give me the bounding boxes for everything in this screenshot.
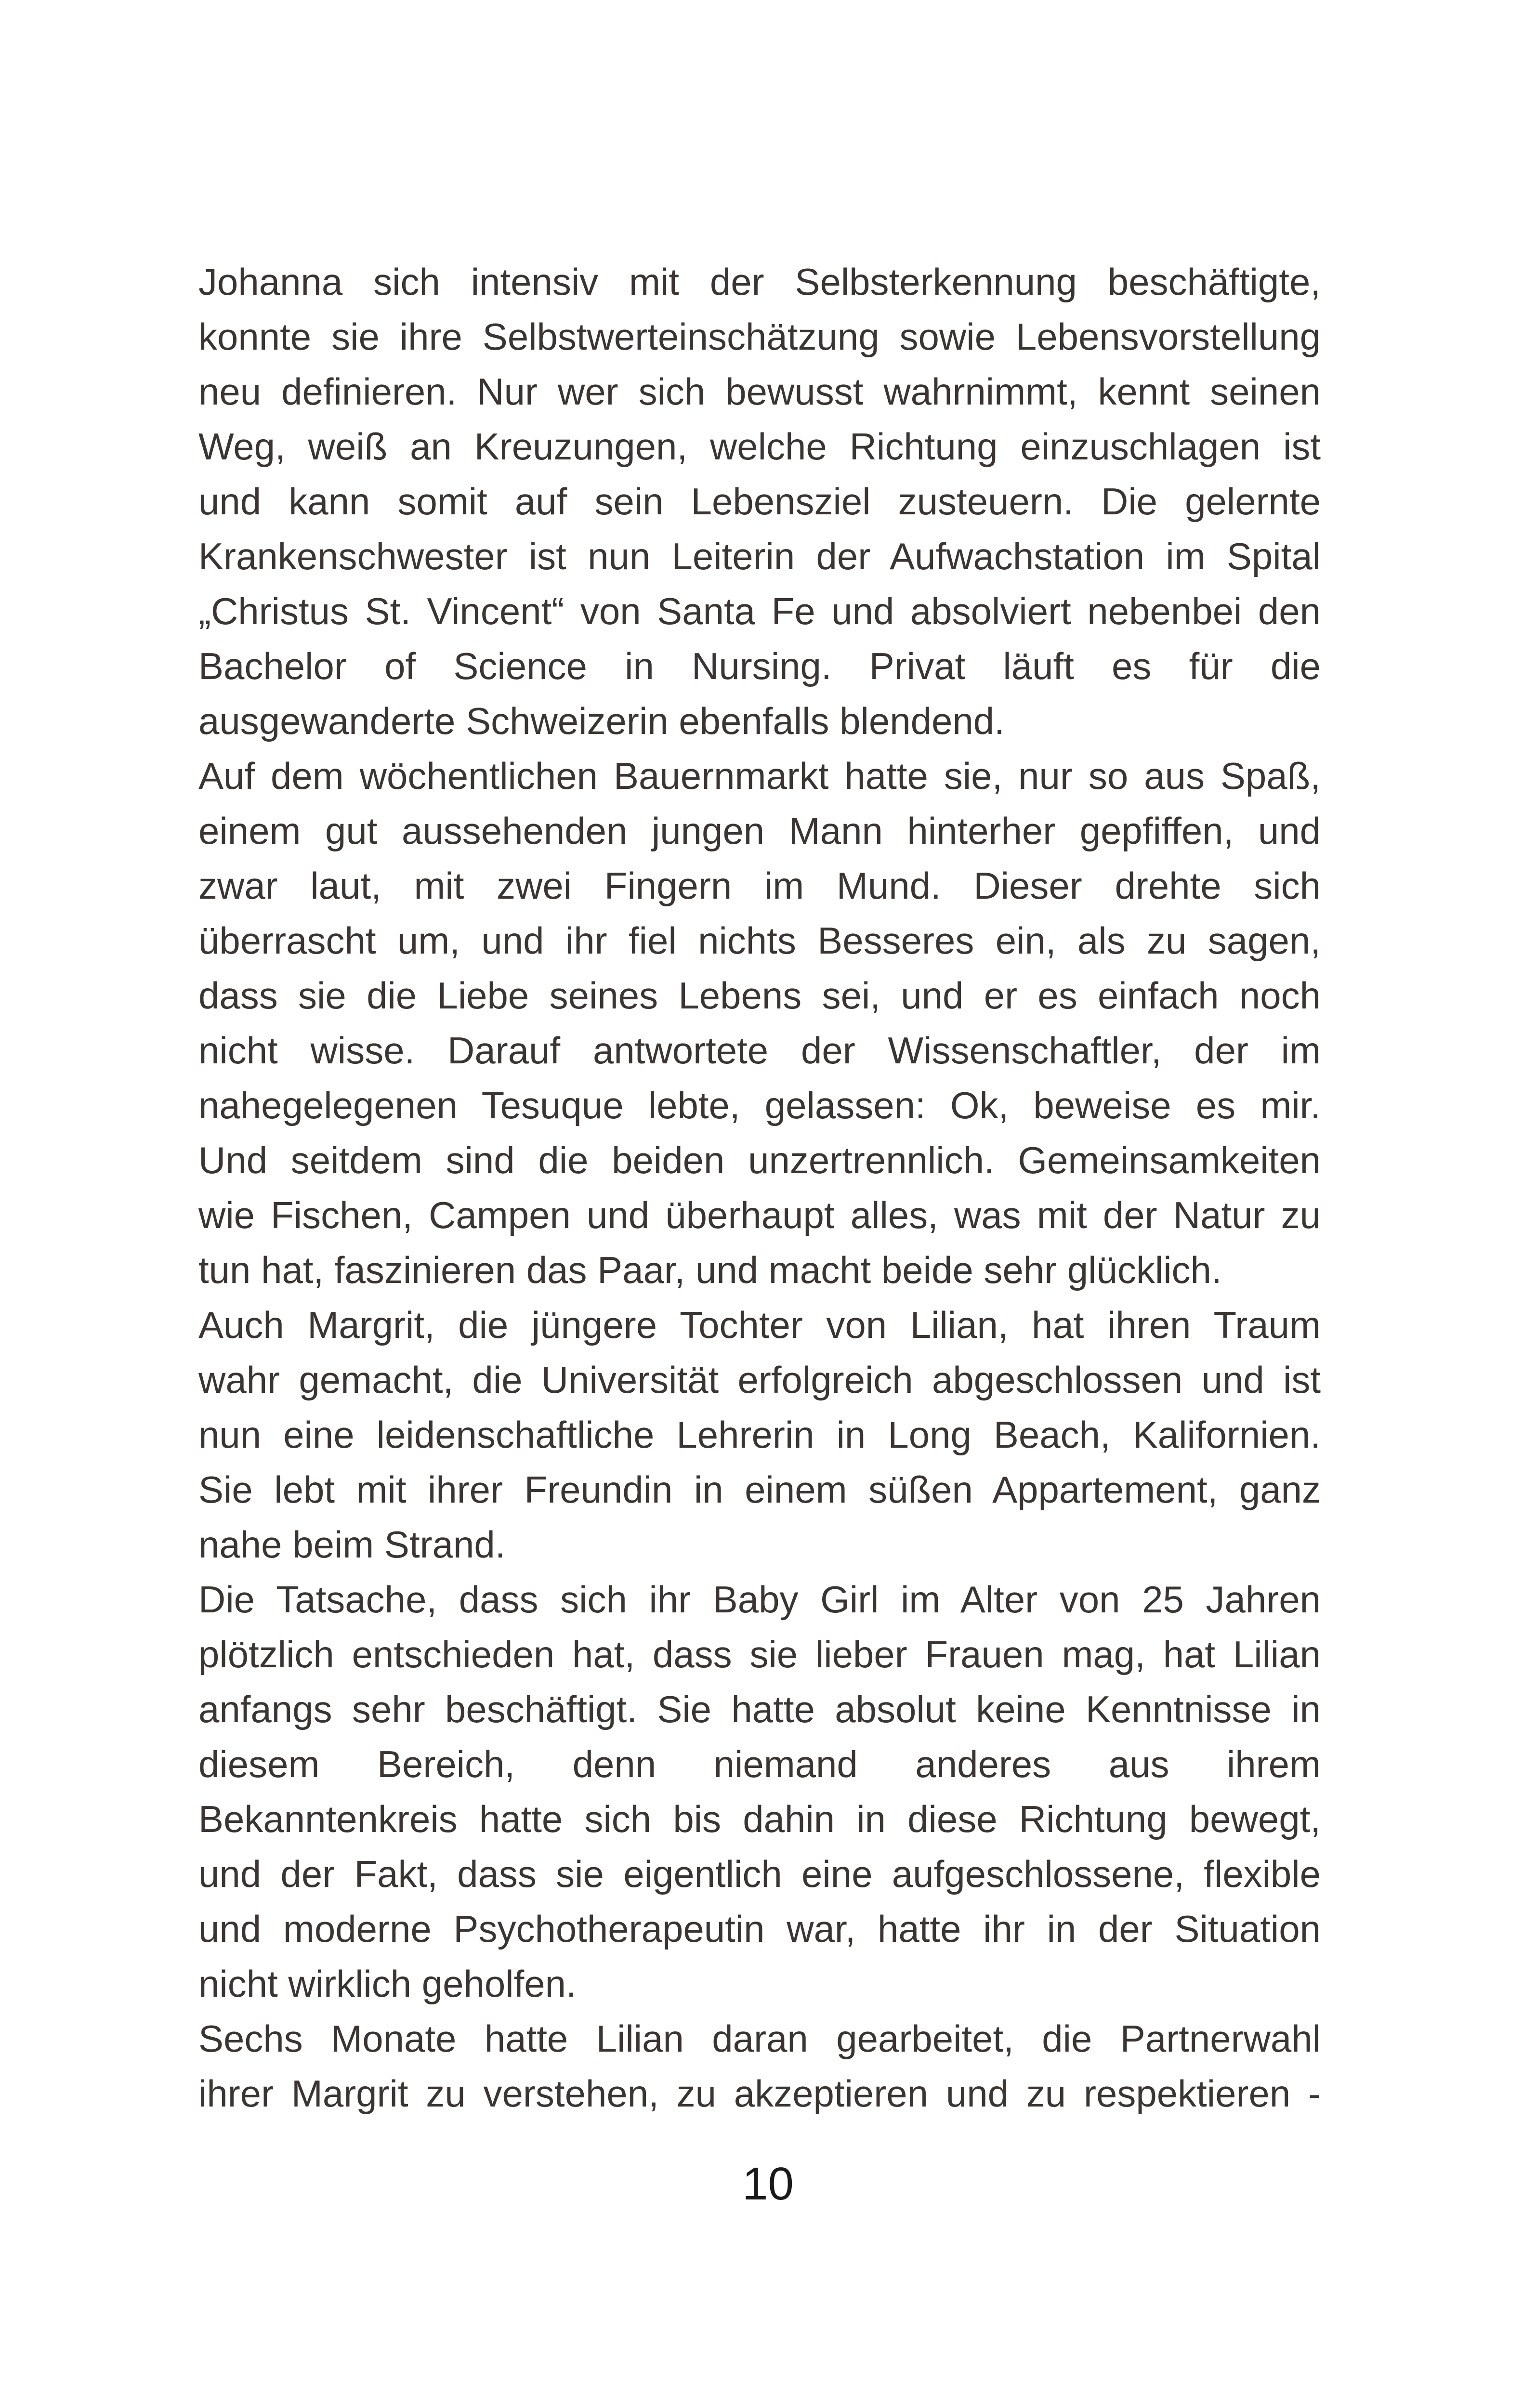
text-line: plötzlich entschieden hat, dass sie lieber Frauen mag, hat Lilian	[198, 1633, 1321, 1675]
text-line: Krankenschwester ist nun Leiterin der Aufwachstation im Spital	[198, 535, 1321, 577]
text-line: Die Tatsache, dass sich ihr Baby Girl im Alter von 25 Jahren	[198, 1578, 1321, 1621]
text-line: Weg, weiß an Kreuzungen, welche Richtung einzuschlagen ist	[198, 425, 1321, 468]
text-line: ihrer Margrit zu verstehen, zu akzeptieren und zu respektieren -	[198, 2072, 1321, 2115]
text-line: neu definieren. Nur wer sich bewusst wahrnimmt, kennt seinen	[198, 370, 1321, 413]
paragraph-1	[198, 254, 1321, 748]
paragraph-2	[198, 748, 1321, 1297]
paragraph-3	[198, 1297, 1321, 1572]
text-line: und kann somit auf sein Lebensziel zusteuern. Die gelernte	[198, 480, 1321, 523]
text-line: zwar laut, mit zwei Fingern im Mund. Dieser drehte sich	[198, 864, 1321, 907]
paragraph-4	[198, 1572, 1321, 2011]
text-line: nahegelegenen Tesuque lebte, gelassen: Ok, beweise es mir.	[198, 1084, 1321, 1126]
text-line: Sie lebt mit ihrer Freundin in einem süßen Appartement, ganz	[198, 1468, 1321, 1511]
paragraph-5	[198, 2011, 1321, 2121]
text-line: Bekanntenkreis hatte sich bis dahin in diese Richtung bewegt,	[198, 1798, 1321, 1840]
text-line: ausgewanderte Schweizerin ebenfalls blendend.	[198, 700, 1005, 742]
text-line: nicht wirklich geholfen.	[198, 1963, 577, 2005]
text-line: und der Fakt, dass sie eigentlich eine aufgeschlossene, flexible	[198, 1853, 1321, 1895]
page-number: 10	[742, 2158, 794, 2210]
text-line: tun hat, faszinieren das Paar, und macht beide sehr glücklich.	[198, 1249, 1222, 1291]
text-line: Und seitdem sind die beiden unzertrennlich. Gemeinsamkeiten	[198, 1139, 1321, 1181]
text-line: „Christus St. Vincent“ von Santa Fe und absolviert nebenbei den	[198, 590, 1321, 632]
text-line: konnte sie ihre Selbstwerteinschätzung sowie Lebensvorstellung	[198, 315, 1321, 358]
text-line: diesem Bereich, denn niemand anderes aus ihrem	[198, 1743, 1321, 1785]
text-line: nahe beim Strand.	[198, 1523, 506, 1566]
text-line: Auf dem wöchentlichen Bauernmarkt hatte sie, nur so aus Spaß,	[198, 755, 1321, 797]
text-line: und moderne Psychotherapeutin war, hatte ihr in der Situation	[198, 1908, 1321, 1950]
text-line: wahr gemacht, die Universität erfolgreich abgeschlossen und ist	[198, 1359, 1321, 1401]
text-line: Auch Margrit, die jüngere Tochter von Lilian, hat ihren Traum	[198, 1304, 1321, 1346]
text-line: Johanna sich intensiv mit der Selbsterkennung beschäftigte,	[198, 261, 1321, 303]
text-line: einem gut aussehenden jungen Mann hinterher gepfiffen, und	[198, 810, 1321, 852]
text-line: nun eine leidenschaftliche Lehrerin in Long Beach, Kalifornien.	[198, 1413, 1321, 1456]
text-line: nicht wisse. Darauf antwortete der Wissenschaftler, der im	[198, 1029, 1321, 1072]
text-line: Sechs Monate hatte Lilian daran gearbeitet, die Partnerwahl	[198, 2017, 1321, 2060]
text-line: wie Fischen, Campen und überhaupt alles, was mit der Natur zu	[198, 1194, 1321, 1236]
text-line: überrascht um, und ihr fiel nichts Besseres ein, als zu sagen,	[198, 919, 1321, 962]
text-line: Bachelor of Science in Nursing. Privat läuft es für die	[198, 645, 1321, 687]
body-text	[198, 254, 1321, 2121]
text-line: dass sie die Liebe seines Lebens sei, und er es einfach noch	[198, 974, 1321, 1017]
text-line: anfangs sehr beschäftigt. Sie hatte absolut keine Kenntnisse in	[198, 1688, 1321, 1730]
